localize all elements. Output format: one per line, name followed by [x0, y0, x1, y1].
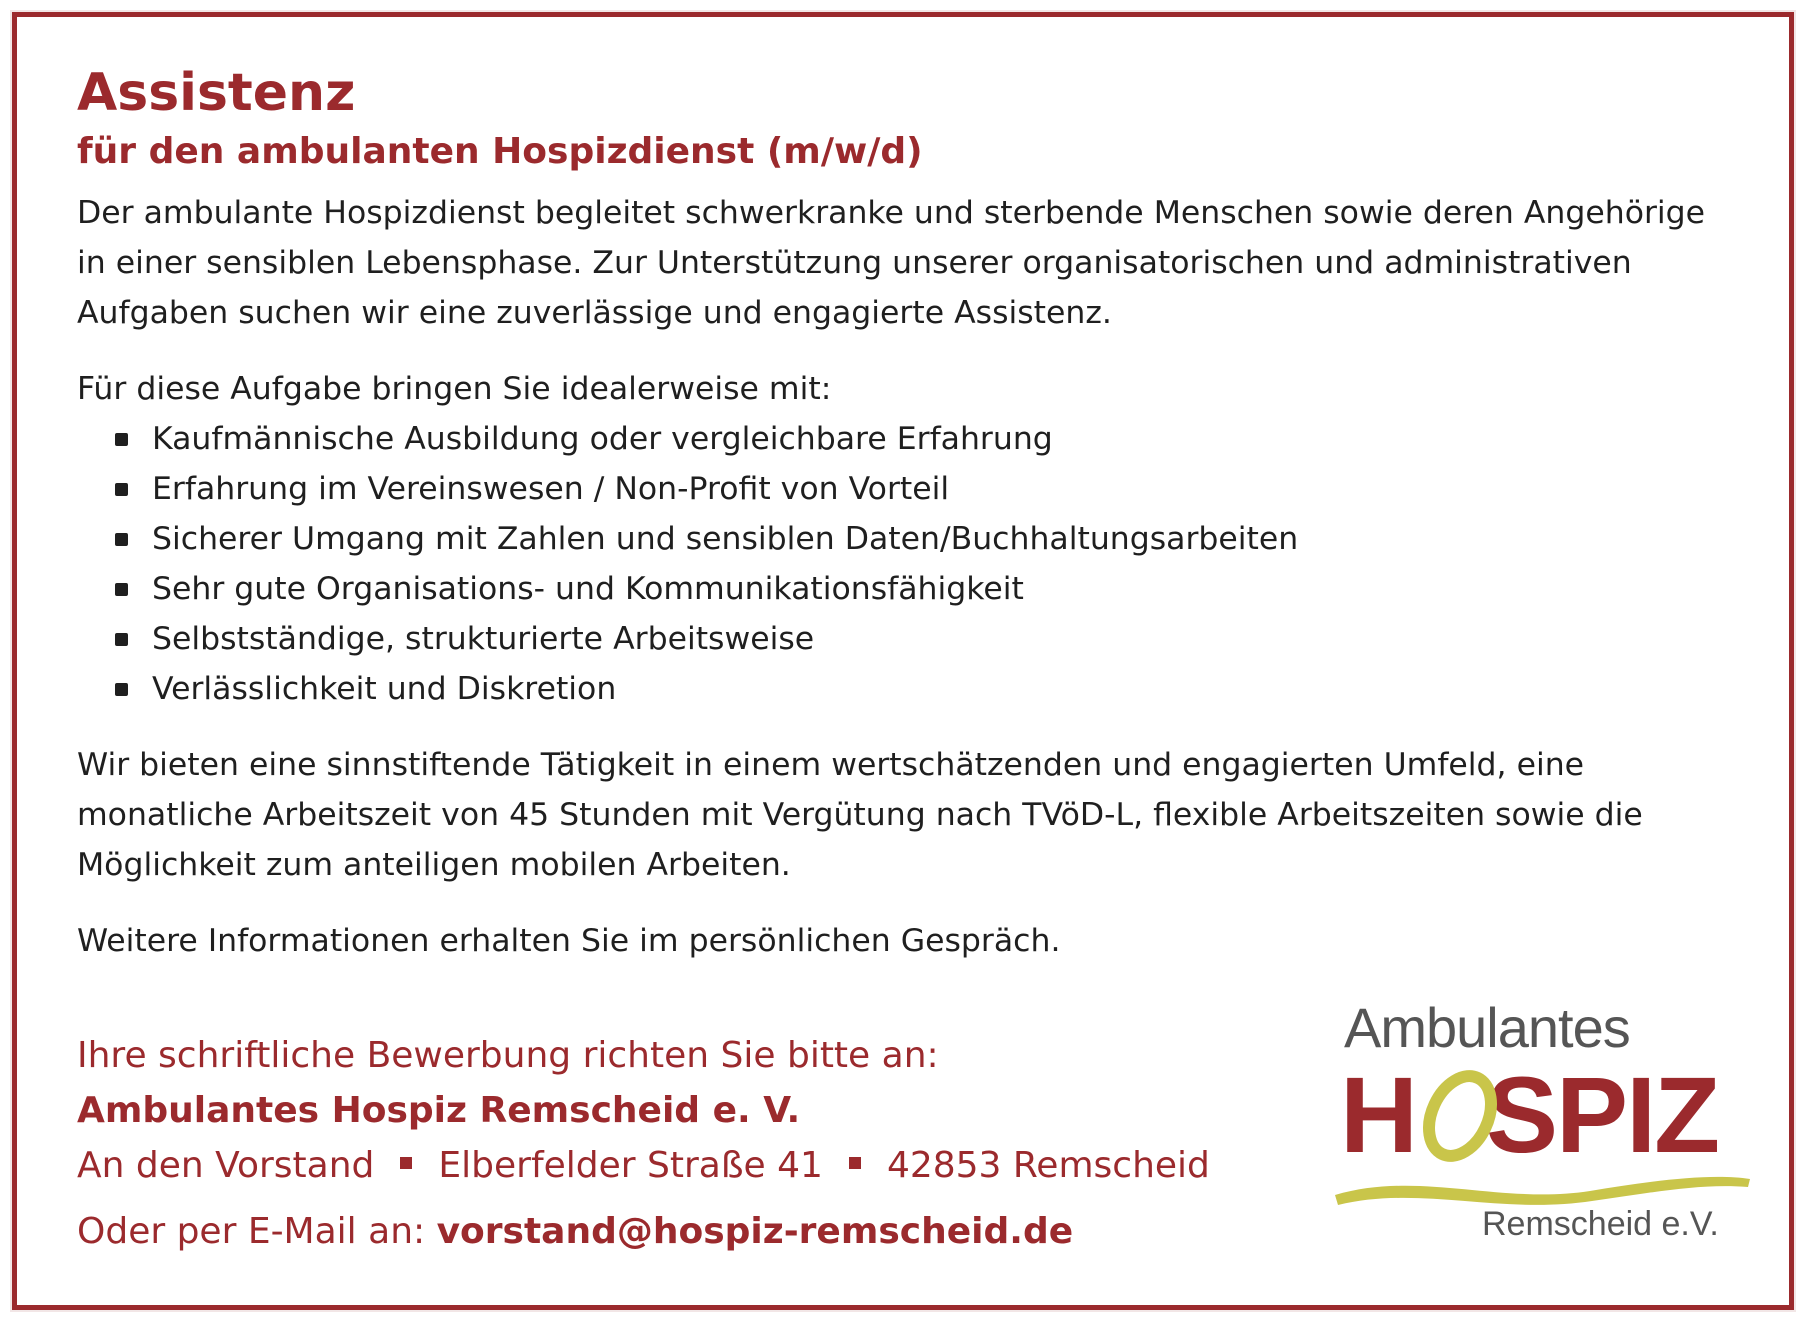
- list-item: [77, 664, 1717, 714]
- logo-letter-h: H: [1340, 1054, 1416, 1175]
- bullet-icon: [115, 583, 128, 596]
- bullet-icon: [115, 633, 128, 646]
- offer-paragraph: Wir bieten eine sinnstiftende Tätigkeit in einem wertschätzenden und engagierten Umfeld, eine monatliche Arbeitszeit von 45 Stunden mit Vergütung nach TVöD-L, flexible Arbeitszeiten sowie die Möglichkeit zum anteiligen mobilen Arbeiten.: [77, 747, 1643, 883]
- separator-icon: [849, 1157, 861, 1169]
- email-link[interactable]: vorstand@hospiz-remscheid.de: [436, 1211, 1074, 1252]
- separator-icon: [400, 1157, 412, 1169]
- requirement-text: Kaufmännische Ausbildung oder vergleichbare Erfahrung: [152, 421, 1053, 457]
- address-recipient: An den Vorstand: [77, 1145, 375, 1186]
- intro-paragraph: Der ambulante Hospizdienst begleitet schwerkranke und sterbende Menschen sowie deren Angehörige in einer sensiblen Lebensphase. Zur Unterstützung unserer organisatorischen und administrativen Aufgaben suchen wir eine zuverlässige und engagierte Assistenz.: [77, 195, 1706, 331]
- address-line: [77, 1138, 1210, 1194]
- bullet-icon: [115, 533, 128, 546]
- email-prefix: Oder per E-Mail an:: [77, 1211, 426, 1252]
- list-item: [77, 414, 1717, 464]
- ad-content: [77, 60, 1717, 992]
- job-title: Assistenz: [77, 63, 356, 123]
- logo-letters-spiz: SPIZ: [1486, 1054, 1719, 1175]
- requirement-text: Sicherer Umgang mit Zahlen und sensiblen Daten/Buchhaltungsarbeiten: [152, 521, 1299, 557]
- requirements-intro: Für diese Aufgabe bringen Sie idealerweise mit:: [77, 371, 832, 407]
- list-item: [77, 614, 1717, 664]
- job-subtitle: für den ambulanten Hospizdienst (m/w/d): [77, 131, 923, 172]
- email-line: [77, 1204, 1210, 1260]
- address-street: Elberfelder Straße 41: [438, 1145, 823, 1186]
- bullet-icon: [115, 433, 128, 446]
- requirement-text: Erfahrung im Vereinswesen / Non-Profit von Vorteil: [152, 471, 950, 507]
- application-line: Ihre schriftliche Bewerbung richten Sie bitte an:: [77, 1035, 939, 1076]
- bullet-icon: [115, 483, 128, 496]
- more-info-paragraph: Weitere Informationen erhalten Sie im persönlichen Gespräch.: [77, 923, 1061, 959]
- logo-top-text: Ambulantes: [1344, 996, 1630, 1059]
- address-city: 42853 Remscheid: [886, 1145, 1210, 1186]
- requirement-text: Verlässlichkeit und Diskretion: [152, 671, 617, 707]
- requirements-list: [77, 414, 1717, 714]
- organization-name: Ambulantes Hospiz Remscheid e. V.: [77, 1090, 801, 1131]
- list-item: [77, 514, 1717, 564]
- logo-sub-text: Remscheid e.V.: [1482, 1205, 1719, 1243]
- hospiz-logo: [1330, 995, 1760, 1265]
- requirement-text: Sehr gute Organisations- und Kommunikationsfähigkeit: [152, 571, 1024, 607]
- contact-block: [77, 1028, 1210, 1260]
- requirement-text: Selbstständige, strukturierte Arbeitsweise: [152, 621, 815, 657]
- list-item: [77, 564, 1717, 614]
- bullet-icon: [115, 683, 128, 696]
- list-item: [77, 464, 1717, 514]
